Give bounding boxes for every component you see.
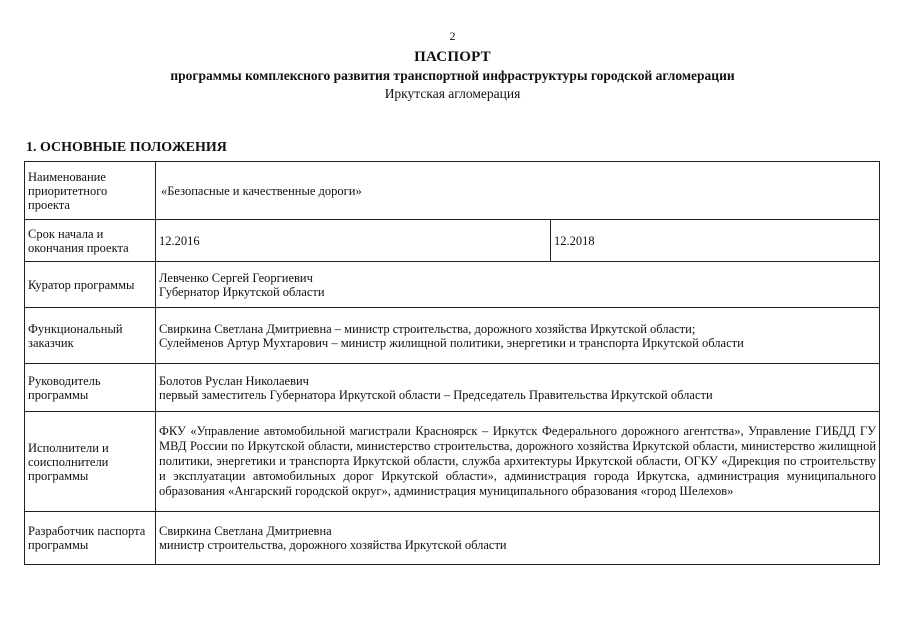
row-timeline bbox=[25, 220, 880, 262]
label-head: Руководитель программы bbox=[25, 364, 156, 412]
row-developer bbox=[25, 512, 880, 565]
document-title: ПАСПОРТ bbox=[414, 49, 491, 65]
value-customer bbox=[156, 308, 880, 364]
label-developer: Разработчик паспорта программы bbox=[25, 512, 156, 565]
page-number: 2 bbox=[449, 29, 456, 43]
curator-name: Левченко Сергей Георгиевич bbox=[159, 270, 313, 285]
agglomeration-name: Иркутская агломерация bbox=[384, 86, 521, 101]
head-position: первый заместитель Губернатора Иркутской области – Председатель Правительства Иркутской области bbox=[159, 387, 713, 402]
section-heading: 1. ОСНОВНЫЕ ПОЛОЖЕНИЯ bbox=[26, 140, 227, 155]
value-priority-project: «Безопасные и качественные дороги» bbox=[156, 162, 880, 220]
document-subtitle: программы комплексного развития транспортной инфраструктуры городской агломерации bbox=[170, 68, 735, 83]
customer-line-2: Сулейменов Артур Мухтарович – министр жилищной политики, энергетики и транспорта Иркутской области bbox=[159, 335, 744, 350]
row-priority-project bbox=[25, 162, 880, 220]
row-executors bbox=[25, 412, 880, 512]
value-head bbox=[156, 364, 880, 412]
label-customer: Функциональный заказчик bbox=[25, 308, 156, 364]
value-executors: ФКУ «Управление автомобильной магистрали Красноярск – Иркутск Федерального дорожного агентства», Управление ГИБДД ГУ МВД России по Иркутской области, министерство строительства, дорожного хозяйства Иркутской области, министерство жилищной политики, энергетики и транспорта Иркутской области, служба архитектуры Иркутской области, ОГКУ «Дирекция по строительству и эксплуатации автомобильных дорог Иркутской области», администрация города Иркутска, администрация муниципального образования «Ангарский городской округ», администрация муниципального образования «город Шелехов» bbox=[156, 412, 880, 512]
value-developer bbox=[156, 512, 880, 565]
label-curator: Куратор программы bbox=[25, 262, 156, 308]
developer-position: министр строительства, дорожного хозяйства Иркутской области bbox=[159, 538, 507, 552]
value-curator bbox=[156, 262, 880, 308]
label-priority-project: Наименование приоритетного проекта bbox=[25, 162, 156, 220]
row-head bbox=[25, 364, 880, 412]
row-curator bbox=[25, 262, 880, 308]
passport-table bbox=[24, 161, 880, 565]
value-start-date: 12.2016 bbox=[156, 220, 551, 262]
customer-line-1: Свиркина Светлана Дмитриевна – министр строительства, дорожного хозяйства Иркутской области; bbox=[159, 321, 696, 336]
row-customer bbox=[25, 308, 880, 364]
value-end-date: 12.2018 bbox=[551, 220, 880, 262]
developer-name: Свиркина Светлана Дмитриевна bbox=[159, 524, 332, 538]
label-timeline: Срок начала и окончания проекта bbox=[25, 220, 156, 262]
head-name: Болотов Руслан Николаевич bbox=[159, 373, 309, 388]
label-executors: Исполнители и соисполнители программы bbox=[25, 412, 156, 512]
curator-position: Губернатор Иркутской области bbox=[159, 284, 325, 299]
